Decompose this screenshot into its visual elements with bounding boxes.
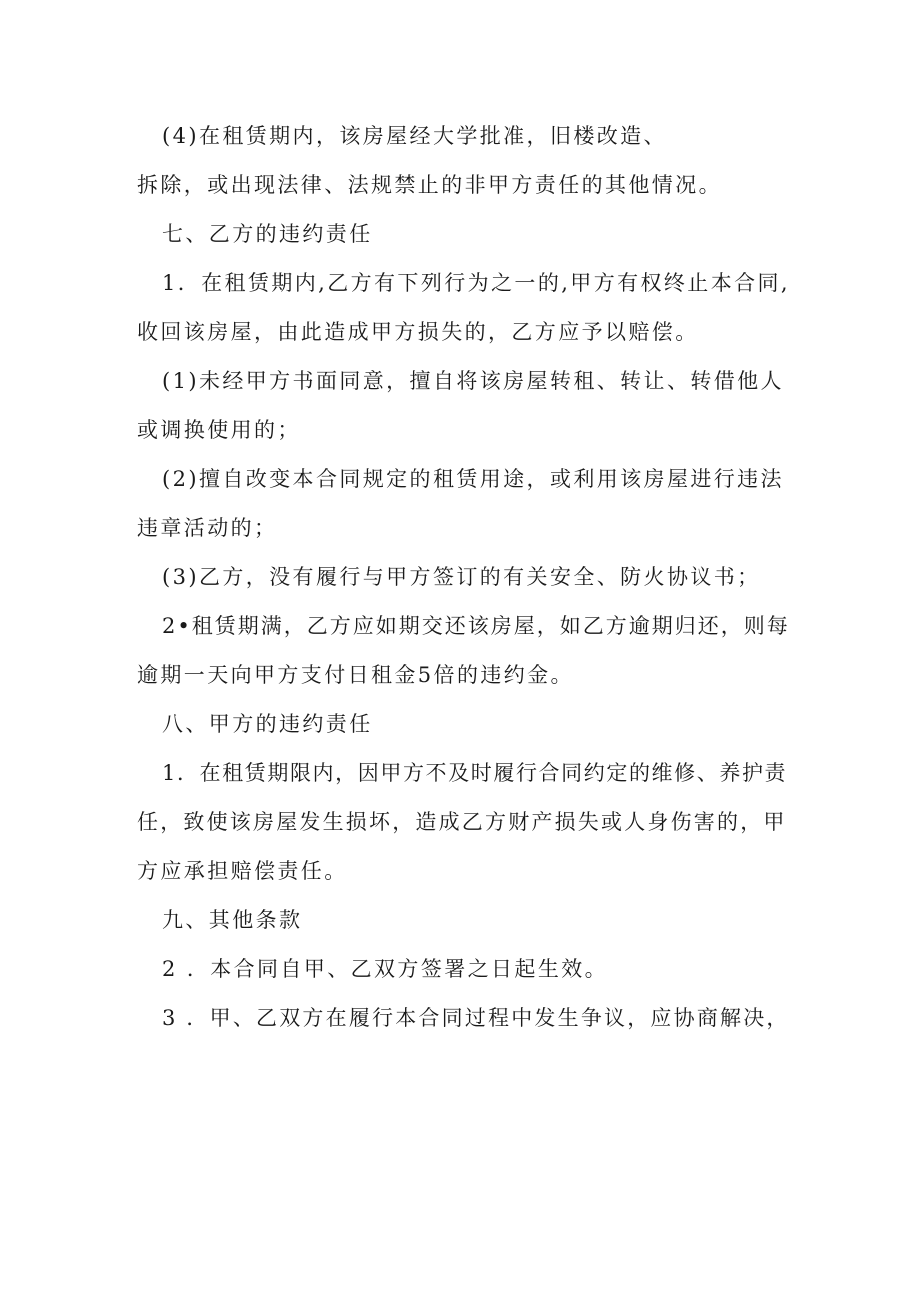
section-heading-7: 七、乙方的违约责任 — [162, 222, 373, 246]
clause-7-2-line-2: 逾期一天向甲方支付日租金5倍的违约金。 — [137, 663, 574, 687]
clause-8-1-line-2: 任，致使该房屋发生损坏，造成乙方财产损失或人身伤害的，甲 — [137, 810, 787, 834]
clause-6-item-4-line-2: 拆除，或出现法律、法规禁止的非甲方责任的其他情况。 — [137, 173, 722, 197]
section-heading-9: 九、其他条款 — [162, 908, 303, 932]
clause-7-2-line-1: 2•租赁期满，乙方应如期交还该房屋，如乙方逾期归还，则每 — [162, 614, 790, 638]
clause-7-1-item-1-line-1: (1)未经甲方书面同意，擅自将该房屋转租、转让、转借他人 — [162, 369, 784, 393]
clause-8-1-line-1: 1．在租赁期限内，因甲方不及时履行合同约定的维修、养护责 — [162, 761, 788, 785]
clause-7-1-line-2: 收回该房屋，由此造成甲方损失的，乙方应予以赔偿。 — [137, 320, 699, 344]
clause-7-1-item-1-line-2: 或调换使用的； — [137, 418, 301, 442]
section-heading-8: 八、甲方的违约责任 — [162, 712, 373, 736]
clause-7-1-item-2-line-2: 违章活动的； — [137, 516, 278, 540]
clause-6-item-4-line-1: (4)在租赁期内，该房屋经大学批准，旧楼改造、 — [162, 124, 667, 148]
clause-8-1-line-3: 方应承担赔偿责任。 — [137, 859, 348, 883]
clause-7-1-line-1: 1．在租赁期内,乙方有下列行为之一的,甲方有权终止本合同, — [162, 271, 790, 295]
clause-9-3-line-1: 3 ．甲、乙双方在履行本合同过程中发生争议，应协商解决， — [162, 1006, 790, 1030]
clause-7-1-item-3: (3)乙方，没有履行与甲方签订的有关安全、防火协议书； — [162, 565, 761, 589]
clause-9-2: 2 ．本合同自甲、乙双方签署之日起生效。 — [162, 957, 609, 981]
clause-7-1-item-2-line-1: (2)擅自改变本合同规定的租赁用途，或利用该房屋进行违法 — [162, 467, 784, 491]
